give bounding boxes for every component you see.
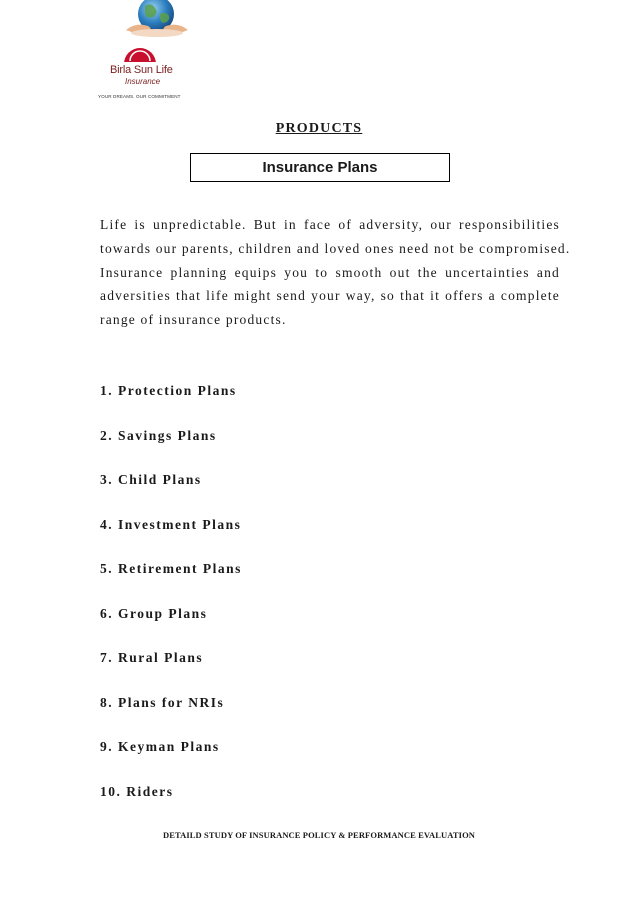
brand-slogan: YOUR DREAMS. OUR COMMITMENT xyxy=(98,94,181,99)
list-item: 5. Retirement Plans xyxy=(100,561,242,576)
intro-line: range of insurance products. xyxy=(100,312,287,327)
brand-sub: Insurance xyxy=(125,77,161,86)
list-item: 10. Riders xyxy=(100,784,174,799)
intro-paragraph xyxy=(100,213,571,332)
sun-logo-icon xyxy=(120,46,160,66)
birla-sun-life-logo xyxy=(98,44,188,106)
intro-line: Insurance planning equips you to smooth out the uncertainties and xyxy=(100,264,560,280)
globe-logo-icon xyxy=(118,0,196,40)
page-footer: DETAILD STUDY OF INSURANCE POLICY & PERFORMANCE EVALUATION xyxy=(162,830,476,840)
list-item: 7. Rural Plans xyxy=(100,650,204,665)
intro-line: Life is unpredictable. But in face of adversity, our responsibilities xyxy=(100,217,560,232)
list-item: 2. Savings Plans xyxy=(100,428,217,443)
list-item: 4. Investment Plans xyxy=(100,517,242,532)
section-title-box: Insurance Plans xyxy=(190,153,450,182)
list-item: 9. Keyman Plans xyxy=(100,739,220,754)
list-item: 6. Group Plans xyxy=(100,606,208,621)
page-heading: PRODUCTS xyxy=(275,121,363,136)
intro-line: towards our parents, children and loved ones need not be compromised. xyxy=(100,240,571,256)
brand-name: Birla Sun Life xyxy=(110,64,173,76)
intro-line: adversities that life might send your way, so that it offers a complete xyxy=(100,288,560,304)
list-item: 8. Plans for NRIs xyxy=(100,695,225,710)
list-item: 3. Child Plans xyxy=(100,472,202,487)
list-item: 1. Protection Plans xyxy=(100,383,237,398)
